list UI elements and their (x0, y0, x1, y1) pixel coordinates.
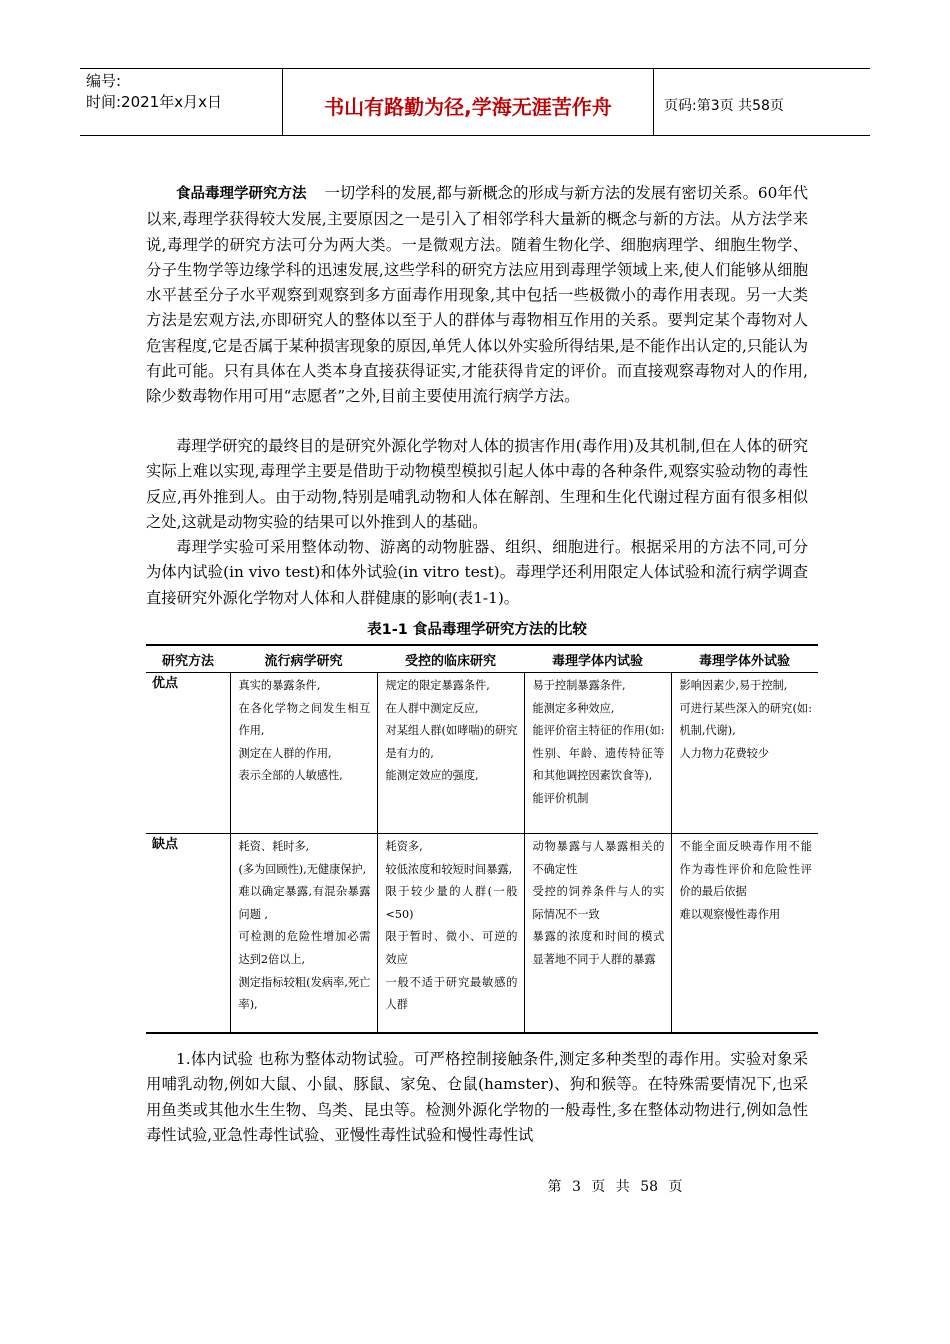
paragraph-research-methods (146, 181, 808, 410)
cell-line: 限于较少量的人群(一般<50) (385, 885, 518, 921)
page-header (80, 68, 870, 136)
cell-line: 在各化学物之间发生相互作用, (238, 701, 371, 738)
cell-line: 真实的暴露条件, (238, 679, 321, 692)
table-cell (377, 834, 524, 1034)
table-title: 表1-1 食品毒理学研究方法的比较 (367, 622, 587, 638)
paragraph-heading: 食品毒理学研究方法 (176, 186, 307, 202)
row-label: 优点 (146, 673, 230, 834)
table-header-cell: 毒理学体外试验 (671, 645, 818, 673)
doc-number-label: 编号: (86, 72, 122, 90)
cell-line: 可检测的危险性增加必需达到2倍以上, (238, 930, 371, 966)
cell-line: 能评价机制 (532, 791, 589, 805)
cell-line: 表示全部的人敏感性, (238, 769, 343, 783)
table-header-row (146, 645, 818, 673)
cell-line: 可进行某些深入的研究(如:机制,代谢), (679, 701, 812, 738)
cell-line: 能测定效应的强度, (385, 769, 479, 783)
table-header-cell: 研究方法 (146, 645, 230, 673)
cell-line: 一般不适于研究最敏感的人群 (385, 975, 518, 1012)
table-cell (230, 834, 377, 1034)
table-header-cell: 流行病学研究 (230, 645, 377, 673)
paragraph-experiment-types: 毒理学实验可采用整体动物、游离的动物脏器、组织、细胞进行。根据采用的方法不同,可分为体内试验(in vivo test)和体外试验(in vitro test)。毒理学还利用限定人体试验和流行病学调查直接研究外源化学物对人体和人群健康的影响(表1-1)。 (146, 538, 808, 607)
table-cell (524, 834, 671, 1034)
cell-line: 耗资、耗时多, (238, 840, 310, 853)
header-meta (80, 69, 282, 135)
cell-line: 在人群中测定反应, (385, 701, 479, 715)
cell-line: 耗资多, (385, 840, 423, 853)
cell-line: 暴露的浓度和时间的模式显著地不同于人群的暴露 (532, 930, 665, 966)
cell-line: 测定指标较粗(发病率,死亡率), (238, 975, 371, 1012)
cell-line: 受控的饲养条件与人的实际情况不一致 (532, 885, 665, 921)
cell-line: 测定在人群的作用, (238, 746, 332, 760)
table-cell (377, 673, 524, 834)
table-cell (671, 834, 818, 1034)
page-footer: 第 3 页 共 58 页 (547, 1179, 683, 1195)
table-cell (524, 673, 671, 834)
cell-line: 不能全面反映毒作用不能作为毒性评价和危险性评价的最后依据 (679, 840, 812, 899)
table-cell (230, 673, 377, 834)
cell-line: 影响因素少,易于控制, (679, 679, 788, 692)
cell-line: 难以确定暴露,有混杂暴露问题 , (238, 885, 371, 921)
table-header-cell: 受控的临床研究 (377, 645, 524, 673)
cell-line: 难以观察慢性毒作用 (679, 907, 781, 921)
table-header-cell: 毒理学体内试验 (524, 645, 671, 673)
cell-line: 动物暴露与人暴露相关的不确定性 (532, 840, 665, 876)
cell-line: 限于暂时、微小、可逆的效应 (385, 930, 518, 966)
table-row-advantages (146, 673, 818, 834)
methods-comparison-table (146, 644, 818, 1034)
cell-line: 能测定多种效应, (532, 701, 615, 715)
paragraph-research-goal: 毒理学研究的最终目的是研究外源化学物对人体的损害作用(毒作用)及其机制,但在人体的研究实际上难以实现,毒理学主要是借助于动物模型模拟引起人体中毒的各种条件,观察实验动物的毒性反应,再外推到人。由于动物,特别是哺乳动物和人体在解剖、生理和生化代谢过程方面有很多相似之处,这就是动物实验的结果可以外推到人的基础。 (146, 437, 808, 531)
cell-line: 人力物力花费较少 (679, 746, 770, 760)
table-cell (671, 673, 818, 834)
cell-line: 能评价宿主特征的作用(如:性别、年龄、遗传特征等和其他调控因素饮食等), (532, 724, 665, 783)
doc-date-label: 时间:2021年x月x日 (86, 93, 222, 111)
cell-line: (多为回顾性),无健康保护, (238, 862, 367, 876)
cell-line: 易于控制暴露条件, (532, 679, 626, 692)
header-motto: 书山有路勤为径,学海无涯苦作舟 (282, 69, 654, 135)
cell-line: 对某组人群(如哮喘)的研究是有力的, (385, 724, 518, 760)
table-row-disadvantages (146, 834, 818, 1034)
paragraph-in-vivo: 1.体内试验 也称为整体动物试验。可严格控制接触条件,测定多种类型的毒作用。实验对象采用哺乳动物,例如大鼠、小鼠、豚鼠、家兔、仓鼠(hamster)、狗和猴等。在特殊需要情况下,也采用鱼类或其他水生生物、鸟类、昆虫等。检测外源化学物的一般毒性,多在整体动物进行,例如急性毒性试验,亚急性毒性试验、亚慢性毒性试验和慢性毒性试 (146, 1050, 808, 1144)
cell-line: 规定的限定暴露条件, (385, 679, 490, 692)
row-label: 缺点 (152, 837, 179, 852)
paragraph-text: 一切学科的发展,都与新概念的形成与新方法的发展有密切关系。60年代以来,毒理学获得较大发展,主要原因之一是引入了相邻学科大量新的概念与新的方法。从方法学来说,毒理学的研究方法可分为两大类。一是微观方法。随着生物化学、细胞病理学、细胞生物学、分子生物学等边缘学科的迅速发展,这些学科的研究方法应用到毒理学领域上来,使人们能够从细胞水平甚至分子水平观察到观察到多方面毒作用现象,其中包括一些极微小的毒作用表现。另一大类方法是宏观方法,亦即研究人的整体以至于人的群体与毒物相互作用的关系。要判定某个毒物对人危害程度,它是否属于某种损害现象的原因,单凭人体以外实验所得结果,是不能作出认定的,只能认为有此可能。只有具体在人类本身直接获得证实,才能获得肯定的评价。而直接观察毒物对人的作用,除少数毒物作用可用“志愿者”之外,目前主要使用流行病学方法。 (146, 184, 808, 406)
cell-line: 较低浓度和较短时间暴露, (385, 862, 513, 876)
header-page-number: 页码:第3页 共58页 (664, 98, 784, 114)
